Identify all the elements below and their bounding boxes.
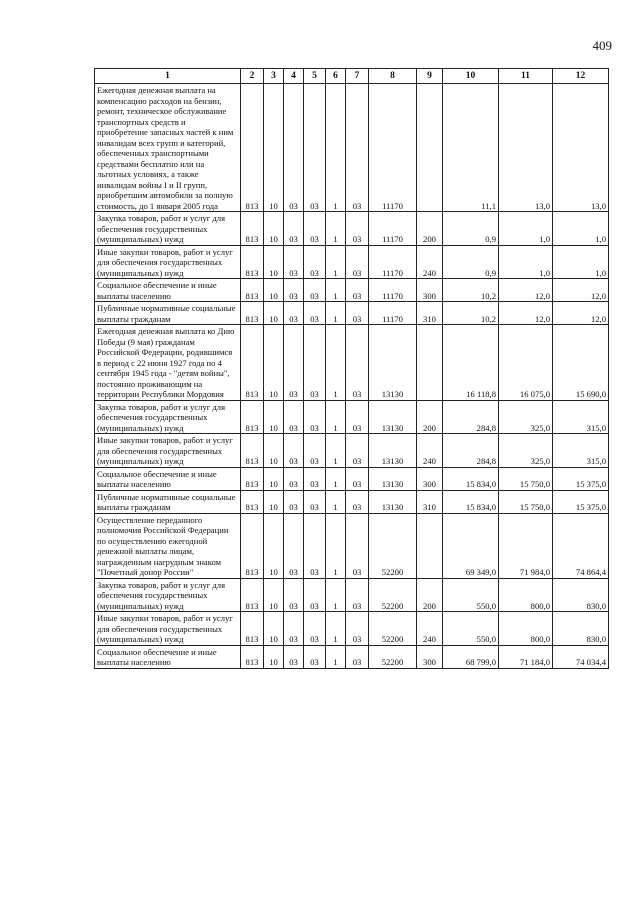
header-col-12: 12 [553, 69, 609, 84]
subsection-code-cell: 03 [284, 302, 304, 325]
expense-type-cell: 310 [417, 302, 443, 325]
event-code-cell: 03 [346, 434, 369, 468]
direction-code-cell: 11170 [369, 245, 417, 279]
program-code-cell: 03 [304, 84, 326, 212]
section-code-cell: 10 [264, 400, 284, 434]
subsection-code-cell: 03 [284, 645, 304, 668]
expense-type-cell: 200 [417, 578, 443, 612]
table-row [95, 400, 609, 434]
table-row [95, 245, 609, 279]
subprogram-code-cell: 1 [326, 578, 346, 612]
event-code-cell: 03 [346, 467, 369, 490]
admin-code-cell: 813 [241, 400, 264, 434]
amount-col-10-cell: 0,9 [443, 245, 499, 279]
subsection-code-cell: 03 [284, 467, 304, 490]
amount-col-11-cell: 800,0 [499, 578, 553, 612]
table-row [95, 612, 609, 646]
expense-type-cell: 310 [417, 490, 443, 513]
amount-col-11-cell: 1,0 [499, 245, 553, 279]
table-header-row [95, 69, 609, 84]
event-code-cell: 03 [346, 84, 369, 212]
header-col-10: 10 [443, 69, 499, 84]
table-row [95, 513, 609, 578]
event-code-cell: 03 [346, 612, 369, 646]
amount-col-11-cell: 1,0 [499, 212, 553, 246]
direction-code-cell: 11170 [369, 302, 417, 325]
page-number: 409 [592, 38, 612, 53]
table-row [95, 434, 609, 468]
subsection-code-cell: 03 [284, 578, 304, 612]
program-code-cell: 03 [304, 325, 326, 401]
subprogram-code-cell: 1 [326, 490, 346, 513]
expense-type-cell: 300 [417, 645, 443, 668]
amount-col-10-cell: 550,0 [443, 578, 499, 612]
admin-code-cell: 813 [241, 212, 264, 246]
expense-type-cell: 300 [417, 279, 443, 302]
admin-code-cell: 813 [241, 434, 264, 468]
header-col-1: 1 [95, 69, 241, 84]
expense-type-cell: 240 [417, 612, 443, 646]
section-code-cell: 10 [264, 434, 284, 468]
subsection-code-cell: 03 [284, 84, 304, 212]
amount-col-12-cell: 12,0 [553, 302, 609, 325]
amount-col-12-cell: 1,0 [553, 212, 609, 246]
amount-col-12-cell: 74 864,4 [553, 513, 609, 578]
subprogram-code-cell: 1 [326, 302, 346, 325]
direction-code-cell: 11170 [369, 84, 417, 212]
expense-type-cell: 200 [417, 212, 443, 246]
expense-type-cell [417, 84, 443, 212]
subsection-code-cell: 03 [284, 513, 304, 578]
direction-code-cell: 13130 [369, 490, 417, 513]
amount-col-10-cell: 550,0 [443, 612, 499, 646]
subprogram-code-cell: 1 [326, 325, 346, 401]
amount-col-12-cell: 74 034,4 [553, 645, 609, 668]
event-code-cell: 03 [346, 325, 369, 401]
amount-col-11-cell: 71 184,0 [499, 645, 553, 668]
amount-col-10-cell: 15 834,0 [443, 490, 499, 513]
amount-col-10-cell: 15 834,0 [443, 467, 499, 490]
direction-code-cell: 13130 [369, 400, 417, 434]
header-col-5: 5 [304, 69, 326, 84]
amount-col-11-cell: 15 750,0 [499, 467, 553, 490]
direction-code-cell: 52200 [369, 612, 417, 646]
expense-type-cell: 300 [417, 467, 443, 490]
amount-col-10-cell: 68 799,0 [443, 645, 499, 668]
amount-col-11-cell: 71 984,0 [499, 513, 553, 578]
header-col-6: 6 [326, 69, 346, 84]
amount-col-11-cell: 12,0 [499, 302, 553, 325]
row-name-cell: Ежегодная денежная выплата на компенсацию расходов на бензин, ремонт, техническое обслуживание транспортных средств и приобретение запасных частей к ним инвалидам всех групп и категорий, обеспеченных транспортными средствами бесплатно или на льготных условиях, а также инвалидам войны I и II групп, приобретшим автомобили за полную стоимость, до 1 января 2005 года [95, 84, 241, 212]
row-name-cell: Иные закупки товаров, работ и услуг для обеспечения государственных (муниципальных) нужд [95, 612, 241, 646]
admin-code-cell: 813 [241, 245, 264, 279]
program-code-cell: 03 [304, 612, 326, 646]
section-code-cell: 10 [264, 612, 284, 646]
amount-col-12-cell: 15 375,0 [553, 467, 609, 490]
row-name-cell: Закупка товаров, работ и услуг для обеспечения государственных (муниципальных) нужд [95, 212, 241, 246]
section-code-cell: 10 [264, 645, 284, 668]
subprogram-code-cell: 1 [326, 400, 346, 434]
row-name-cell: Осуществление переданного полномочия Российской Федерации по осуществлению ежегодной денежной выплаты лицам, награжденным нагрудным знаком "Почетный донор России" [95, 513, 241, 578]
budget-table [94, 68, 609, 669]
event-code-cell: 03 [346, 513, 369, 578]
admin-code-cell: 813 [241, 325, 264, 401]
subprogram-code-cell: 1 [326, 212, 346, 246]
table-row [95, 212, 609, 246]
program-code-cell: 03 [304, 434, 326, 468]
header-col-7: 7 [346, 69, 369, 84]
section-code-cell: 10 [264, 212, 284, 246]
amount-col-12-cell: 830,0 [553, 612, 609, 646]
subprogram-code-cell: 1 [326, 645, 346, 668]
expense-type-cell [417, 325, 443, 401]
admin-code-cell: 813 [241, 302, 264, 325]
header-col-2: 2 [241, 69, 264, 84]
amount-col-11-cell: 325,0 [499, 434, 553, 468]
table-row [95, 325, 609, 401]
direction-code-cell: 11170 [369, 212, 417, 246]
subsection-code-cell: 03 [284, 400, 304, 434]
amount-col-11-cell: 12,0 [499, 279, 553, 302]
amount-col-10-cell: 69 349,0 [443, 513, 499, 578]
program-code-cell: 03 [304, 400, 326, 434]
subprogram-code-cell: 1 [326, 434, 346, 468]
amount-col-10-cell: 0,9 [443, 212, 499, 246]
event-code-cell: 03 [346, 245, 369, 279]
amount-col-12-cell: 315,0 [553, 434, 609, 468]
amount-col-12-cell: 15 375,0 [553, 490, 609, 513]
subprogram-code-cell: 1 [326, 245, 346, 279]
direction-code-cell: 52200 [369, 645, 417, 668]
amount-col-11-cell: 15 750,0 [499, 490, 553, 513]
subsection-code-cell: 03 [284, 212, 304, 246]
table-row [95, 467, 609, 490]
admin-code-cell: 813 [241, 84, 264, 212]
table-row [95, 84, 609, 212]
direction-code-cell: 52200 [369, 578, 417, 612]
amount-col-12-cell: 15 690,0 [553, 325, 609, 401]
program-code-cell: 03 [304, 212, 326, 246]
subprogram-code-cell: 1 [326, 84, 346, 212]
amount-col-11-cell: 16 075,0 [499, 325, 553, 401]
header-col-4: 4 [284, 69, 304, 84]
header-col-11: 11 [499, 69, 553, 84]
expense-type-cell: 200 [417, 400, 443, 434]
subprogram-code-cell: 1 [326, 279, 346, 302]
row-name-cell: Публичные нормативные социальные выплаты гражданам [95, 490, 241, 513]
row-name-cell: Закупка товаров, работ и услуг для обеспечения государственных (муниципальных) нужд [95, 400, 241, 434]
section-code-cell: 10 [264, 279, 284, 302]
row-name-cell: Социальное обеспечение и иные выплаты населению [95, 279, 241, 302]
subprogram-code-cell: 1 [326, 612, 346, 646]
program-code-cell: 03 [304, 645, 326, 668]
amount-col-11-cell: 800,0 [499, 612, 553, 646]
program-code-cell: 03 [304, 490, 326, 513]
direction-code-cell: 11170 [369, 279, 417, 302]
amount-col-10-cell: 284,8 [443, 434, 499, 468]
table-row [95, 645, 609, 668]
section-code-cell: 10 [264, 84, 284, 212]
table-row [95, 302, 609, 325]
program-code-cell: 03 [304, 578, 326, 612]
table-body [95, 84, 609, 669]
header-col-8: 8 [369, 69, 417, 84]
event-code-cell: 03 [346, 490, 369, 513]
admin-code-cell: 813 [241, 645, 264, 668]
amount-col-12-cell: 315,0 [553, 400, 609, 434]
row-name-cell: Закупка товаров, работ и услуг для обеспечения государственных (муниципальных) нужд [95, 578, 241, 612]
table-row [95, 490, 609, 513]
row-name-cell: Публичные нормативные социальные выплаты гражданам [95, 302, 241, 325]
subsection-code-cell: 03 [284, 434, 304, 468]
expense-type-cell: 240 [417, 245, 443, 279]
event-code-cell: 03 [346, 212, 369, 246]
section-code-cell: 10 [264, 325, 284, 401]
subprogram-code-cell: 1 [326, 513, 346, 578]
section-code-cell: 10 [264, 513, 284, 578]
admin-code-cell: 813 [241, 578, 264, 612]
row-name-cell: Социальное обеспечение и иные выплаты населению [95, 645, 241, 668]
section-code-cell: 10 [264, 578, 284, 612]
amount-col-12-cell: 12,0 [553, 279, 609, 302]
subprogram-code-cell: 1 [326, 467, 346, 490]
section-code-cell: 10 [264, 467, 284, 490]
table-row [95, 578, 609, 612]
program-code-cell: 03 [304, 245, 326, 279]
header-col-9: 9 [417, 69, 443, 84]
subsection-code-cell: 03 [284, 279, 304, 302]
program-code-cell: 03 [304, 302, 326, 325]
expense-type-cell: 240 [417, 434, 443, 468]
amount-col-11-cell: 13,0 [499, 84, 553, 212]
amount-col-10-cell: 16 118,8 [443, 325, 499, 401]
direction-code-cell: 13130 [369, 467, 417, 490]
program-code-cell: 03 [304, 513, 326, 578]
header-col-3: 3 [264, 69, 284, 84]
admin-code-cell: 813 [241, 490, 264, 513]
amount-col-12-cell: 1,0 [553, 245, 609, 279]
subsection-code-cell: 03 [284, 245, 304, 279]
expense-type-cell [417, 513, 443, 578]
subsection-code-cell: 03 [284, 490, 304, 513]
amount-col-10-cell: 11,1 [443, 84, 499, 212]
section-code-cell: 10 [264, 245, 284, 279]
program-code-cell: 03 [304, 467, 326, 490]
amount-col-12-cell: 830,0 [553, 578, 609, 612]
event-code-cell: 03 [346, 578, 369, 612]
row-name-cell: Социальное обеспечение и иные выплаты населению [95, 467, 241, 490]
amount-col-12-cell: 13,0 [553, 84, 609, 212]
admin-code-cell: 813 [241, 467, 264, 490]
subsection-code-cell: 03 [284, 325, 304, 401]
table-row [95, 279, 609, 302]
row-name-cell: Иные закупки товаров, работ и услуг для обеспечения государственных (муниципальных) нужд [95, 245, 241, 279]
section-code-cell: 10 [264, 490, 284, 513]
amount-col-11-cell: 325,0 [499, 400, 553, 434]
amount-col-10-cell: 10,2 [443, 302, 499, 325]
amount-col-10-cell: 10,2 [443, 279, 499, 302]
admin-code-cell: 813 [241, 513, 264, 578]
direction-code-cell: 13130 [369, 325, 417, 401]
row-name-cell: Ежегодная денежная выплата ко Дню Победы (9 мая) гражданам Российской Федерации, родившимся в период с 22 июня 1927 года по 4 сентября 1945 года - "детям войны", постоянно проживающим на территории Республики Мордовия [95, 325, 241, 401]
amount-col-10-cell: 284,8 [443, 400, 499, 434]
section-code-cell: 10 [264, 302, 284, 325]
direction-code-cell: 13130 [369, 434, 417, 468]
event-code-cell: 03 [346, 279, 369, 302]
event-code-cell: 03 [346, 302, 369, 325]
event-code-cell: 03 [346, 400, 369, 434]
admin-code-cell: 813 [241, 612, 264, 646]
event-code-cell: 03 [346, 645, 369, 668]
admin-code-cell: 813 [241, 279, 264, 302]
direction-code-cell: 52200 [369, 513, 417, 578]
program-code-cell: 03 [304, 279, 326, 302]
row-name-cell: Иные закупки товаров, работ и услуг для обеспечения государственных (муниципальных) нужд [95, 434, 241, 468]
subsection-code-cell: 03 [284, 612, 304, 646]
